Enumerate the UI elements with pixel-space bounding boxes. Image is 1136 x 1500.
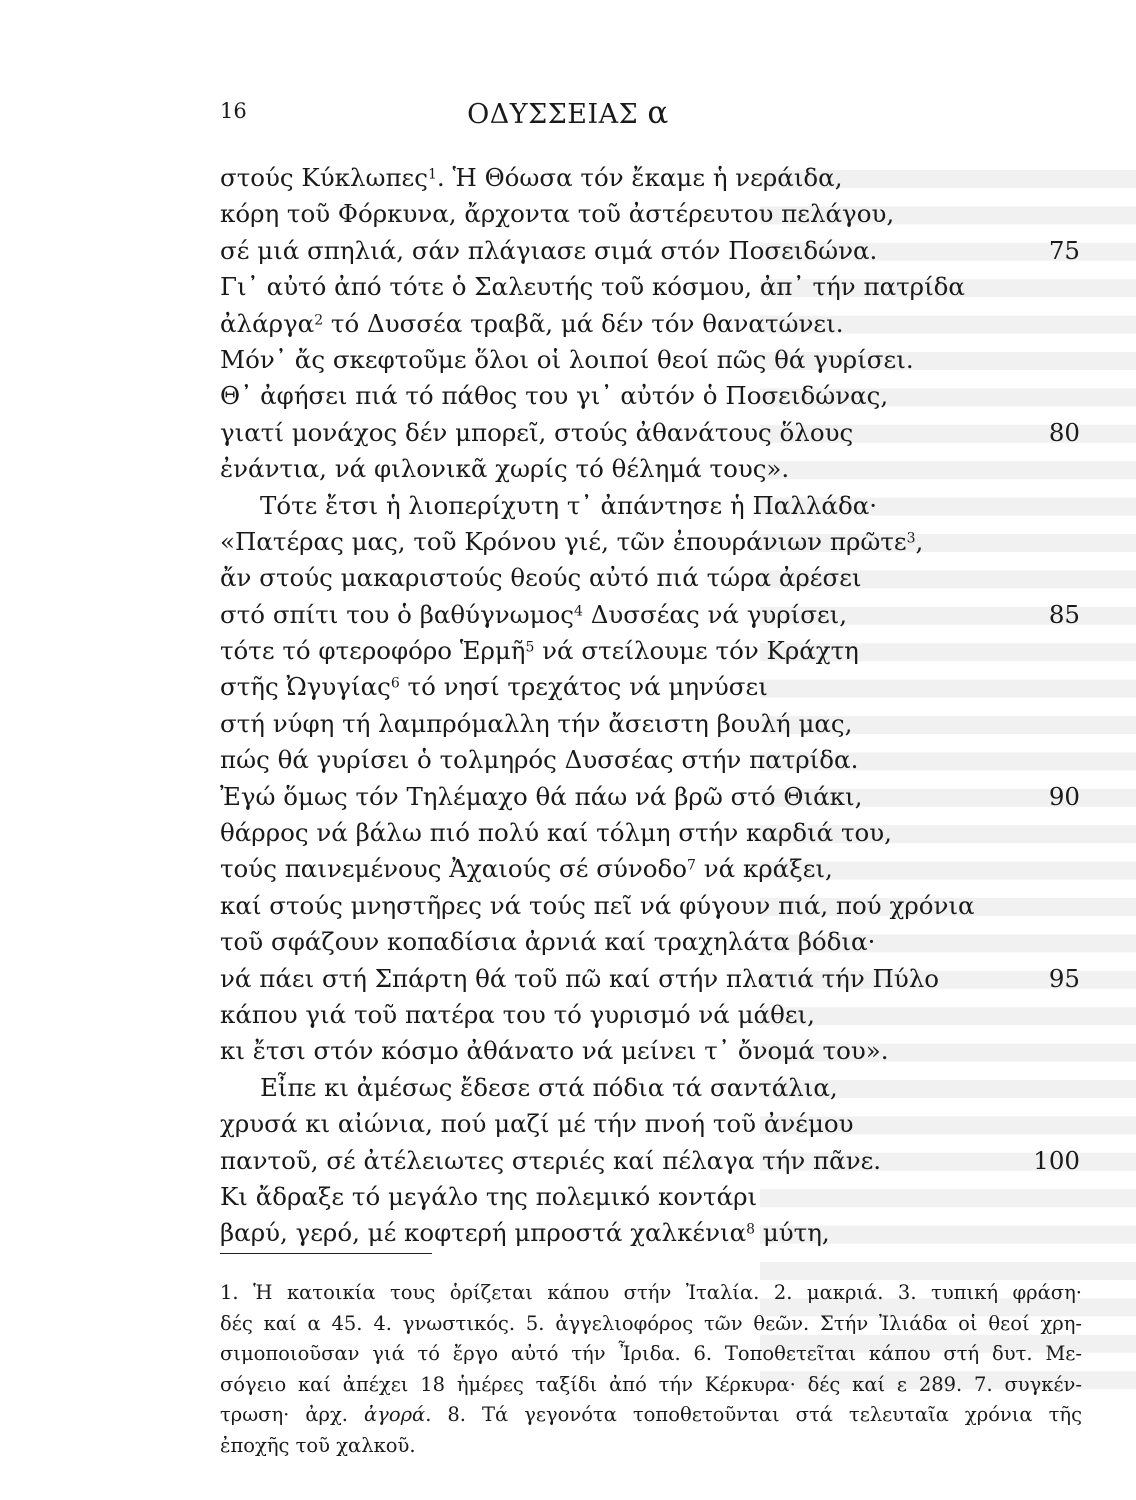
verse-fragment: Θ᾿ ἀφήσει πιά τό πάθος του γι᾿ αὐτόν ὁ Ποσειδώνας,: [220, 381, 889, 411]
verse-text: [220, 891, 975, 920]
verse-fragment: χρυσά κι αἰώνια, πού μαζί μέ τήν πνοή τοῦ ἀνέμου: [220, 1109, 854, 1139]
verse-text: [220, 236, 877, 265]
verse-text: [220, 418, 853, 447]
verse-line: [220, 342, 1080, 378]
verse-fragment: τό νησί τρεχάτος νά μηνύσει: [399, 672, 768, 702]
verse-block: [220, 160, 1080, 1252]
verse-text: [220, 854, 833, 883]
verse-line: [220, 560, 1080, 596]
verse-fragment: στῆς Ὠγυγίας: [220, 672, 391, 702]
verse-line: [220, 306, 1080, 342]
verse-line: [220, 1179, 1080, 1215]
footnote-marker: 7: [687, 857, 696, 874]
verse-text: [220, 782, 862, 811]
verse-line: [220, 633, 1080, 669]
verse-fragment: ,: [915, 526, 924, 556]
footnote-rule: [220, 1253, 432, 1254]
verse-fragment: Μόν᾿ ἄς σκεφτοῦμε ὅλοι οἱ λοιποί θεοί πῶς θά γυρίσει.: [220, 344, 914, 374]
verse-text: [220, 818, 892, 847]
footnote-marker: 3: [906, 530, 916, 547]
verse-text: [220, 272, 965, 301]
line-number: 100: [1033, 1145, 1080, 1175]
verse-fragment: βαρύ, γερό, μέ κοφτερή μπροστά χαλκένια: [220, 1218, 747, 1248]
verse-fragment: τούς παινεμένους Ἀχαιούς σέ σύνοδο: [220, 854, 688, 884]
verse-text: [220, 527, 923, 556]
verse-line: [220, 1215, 1080, 1251]
footnote-fragment: τρωση· ἀρχ.: [220, 1403, 364, 1426]
verse-line: [220, 997, 1080, 1033]
verse-line: [220, 815, 1080, 851]
footnote-marker: 2: [314, 311, 324, 328]
verse-fragment: Εἶπε κι ἀμέσως ἔδεσε στά πόδια τά σαντάλια,: [260, 1072, 838, 1102]
verse-fragment: κι ἔτσι στόν κόσμο ἀθάνατο νά μείνει τ᾿ ὄνομά του».: [220, 1036, 889, 1066]
book-letter: α: [647, 95, 669, 131]
footnote-marker: 8: [746, 1221, 756, 1238]
verse-fragment: τοῦ σφάζουν κοπαδίσια ἀρνιά καί τραχηλάτα βόδια·: [220, 927, 876, 957]
verse-line: [220, 706, 1080, 742]
verse-line: [220, 415, 1080, 451]
verse-fragment: μύτη,: [755, 1218, 830, 1248]
verse-text: [220, 163, 843, 192]
verse-fragment: παντοῦ, σέ ἀτέλειωτες στεριές καί πέλαγα τήν πᾶνε.: [220, 1145, 882, 1175]
line-number: 80: [1048, 417, 1080, 447]
verse-text: [220, 1109, 854, 1138]
verse-fragment: τό Δυσσέα τραβᾶ, μά δέν τόν θανατώνει.: [323, 308, 844, 338]
verse-text: [220, 964, 939, 993]
verse-text: [220, 345, 914, 374]
verse-line: [220, 779, 1080, 815]
footnote-fragment: ἐποχῆς τοῦ χαλκοῦ.: [220, 1433, 416, 1457]
footnotes: [220, 1278, 1082, 1461]
verse-fragment: κόρη τοῦ Φόρκυνα, ἄρχοντα τοῦ ἀστέρευτου πελάγου,: [220, 199, 895, 229]
footnote-line: [220, 1309, 1082, 1340]
verse-fragment: . Ἡ Θόωσα τόν ἔκαμε ἡ νεράιδα,: [436, 163, 843, 192]
verse-fragment: τότε τό φτεροφόρο Ἑρμῆ: [220, 636, 526, 666]
verse-text: [220, 309, 843, 338]
verse-fragment: νά κράξει,: [695, 854, 833, 884]
verse-line: [220, 1143, 1080, 1179]
verse-fragment: νά πάει στή Σπάρτη θά τοῦ πῶ καί στήν πλατιά τήν Πύλο: [220, 963, 940, 993]
verse-fragment: πώς θά γυρίσει ὁ τολμηρός Δυσσέας στήν πατρίδα.: [220, 745, 859, 775]
footnote-line: [220, 1339, 1082, 1370]
verse-line: [220, 924, 1080, 960]
running-title: [0, 95, 1136, 131]
verse-line: [220, 160, 1080, 196]
running-header: [0, 95, 1136, 135]
page-number: 16: [220, 99, 247, 123]
line-number: 75: [1048, 235, 1080, 265]
footnote-fragment: δές καί α 45. 4. γνωστικός. 5. ἀγγελιοφόρος τῶν θεῶν. Στήν Ἰλιάδα οἱ θεοί χρη-: [220, 1311, 1082, 1335]
verse-text: [220, 636, 859, 665]
verse-fragment: θάρρος νά βάλω πιό πολύ καί τόλμη στήν καρδιά του,: [220, 818, 892, 848]
verse-text: [220, 745, 858, 774]
verse-fragment: καί στούς μνηστῆρες νά τούς πεῖ νά φύγουν πιά, πού χρόνια: [220, 890, 975, 920]
footnote-fragment: . 8. Τά γεγονότα τοποθετοῦνται στά τελευταῖα χρόνια τῆς: [425, 1403, 1082, 1426]
verse-fragment: γιατί μονάχος δέν μπορεῖ, στούς ἀθανάτους ὅλους: [220, 417, 854, 447]
footnote-line: [220, 1370, 1082, 1401]
verse-fragment: στούς Κύκλωπες: [220, 163, 428, 192]
verse-fragment: Τότε ἔτσι ἡ λιοπερίχυτη τ᾿ ἀπάντησε ἡ Παλλάδα·: [260, 490, 878, 520]
verse-fragment: «Πατέρας μας, τοῦ Κρόνου γιέ, τῶν ἐπουράνιων πρῶτε: [220, 526, 907, 556]
verse-fragment: Δυσσέας νά γυρίσει,: [582, 599, 848, 629]
verse-line: [220, 961, 1080, 997]
verse-fragment: σέ μιά σπηλιά, σάν πλάγιασε σιμά στόν Ποσειδώνα.: [220, 235, 878, 265]
verse-line: [220, 233, 1080, 269]
verse-fragment: Κι ἄδραξε τό μεγάλο της πολεμικό κοντάρι: [220, 1181, 758, 1211]
verse-line: [220, 1033, 1080, 1069]
verse-text: [220, 672, 768, 701]
footnote-line: [220, 1431, 1082, 1462]
footnote-line: [220, 1400, 1082, 1431]
verse-text: [220, 709, 852, 738]
verse-fragment: κάπου γιά τοῦ πατέρα του τό γυρισμό νά μάθει,: [220, 999, 815, 1029]
verse-fragment: ἐνάντια, νά φιλονικᾶ χωρίς τό θέλημά τους».: [220, 454, 790, 484]
verse-line: [220, 524, 1080, 560]
verse-line: [220, 742, 1080, 778]
verse-line: [220, 196, 1080, 232]
verse-text: [220, 491, 877, 520]
verse-fragment: στό σπίτι του ὁ βαθύγνωμος: [220, 599, 574, 629]
footnote-fragment: σιμοποιοῦσαν γιά τό ἔργο αὐτό τήν Ἶριδα. 6. Τοποθετεῖται κάπου στή δυτ. Με-: [220, 1342, 1082, 1365]
verse-text: [220, 563, 862, 592]
verse-text: [220, 1036, 889, 1065]
footnote-fragment: 1. Ἡ κατοικία τους ὁρίζεται κάπου στήν Ἰταλία. 2. μακριά. 3. τυπική φράση·: [220, 1281, 1082, 1304]
verse-line: [220, 451, 1080, 487]
line-number: 95: [1048, 963, 1080, 993]
verse-line: [220, 378, 1080, 414]
verse-text: [220, 199, 894, 228]
verse-line: [220, 488, 1080, 524]
line-number: 90: [1048, 781, 1080, 811]
verse-text: [220, 1146, 881, 1175]
verse-text: [220, 454, 789, 483]
footnote-fragment: σόγειο καί ἀπέχει 18 ἡμέρες ταξίδι ἀπό τήν Κέρκυρα· δές καί ε 289. 7. συγκέν-: [220, 1372, 1082, 1396]
verse-fragment: Γι᾿ αὐτό ἀπό τότε ὁ Σαλευτής τοῦ κόσμου, ἀπ᾿ τήν πατρίδα: [220, 272, 965, 302]
footnote-marker: 1: [427, 166, 437, 183]
footnote-line: [220, 1278, 1082, 1309]
verse-text: [220, 600, 847, 629]
verse-line: [220, 269, 1080, 305]
verse-text: [220, 1218, 830, 1247]
footnote-marker: 4: [573, 603, 583, 619]
verse-line: [220, 1106, 1080, 1142]
footnote-marker: 5: [525, 639, 535, 656]
verse-text: [220, 381, 888, 410]
italic-term: ἀγορά: [364, 1403, 426, 1426]
verse-fragment: ἄν στούς μακαριστούς θεούς αὐτό πιά τώρα ἀρέσει: [220, 563, 862, 593]
line-number: 85: [1048, 599, 1080, 629]
verse-text: [220, 1073, 838, 1102]
verse-fragment: Ἐγώ ὅμως τόν Τηλέμαχο θά πάω νά βρῶ στό Θιάκι,: [220, 781, 863, 811]
verse-line: [220, 888, 1080, 924]
footnote-marker: 6: [390, 675, 400, 692]
verse-line: [220, 597, 1080, 633]
verse-text: [220, 927, 875, 956]
verse-line: [220, 851, 1080, 887]
verse-fragment: ἀλάργα: [220, 308, 315, 338]
verse-fragment: στή νύφη τή λαμπρόμαλλη τήν ἄσειστη βουλή μας,: [220, 708, 853, 738]
book-title: ΟΔΥΣΣΕΙΑΣ: [467, 99, 639, 130]
verse-text: [220, 1000, 815, 1029]
verse-line: [220, 1070, 1080, 1106]
verse-fragment: νά στείλουμε τόν Κράχτη: [534, 636, 859, 666]
verse-text: [220, 1182, 757, 1211]
verse-line: [220, 669, 1080, 705]
